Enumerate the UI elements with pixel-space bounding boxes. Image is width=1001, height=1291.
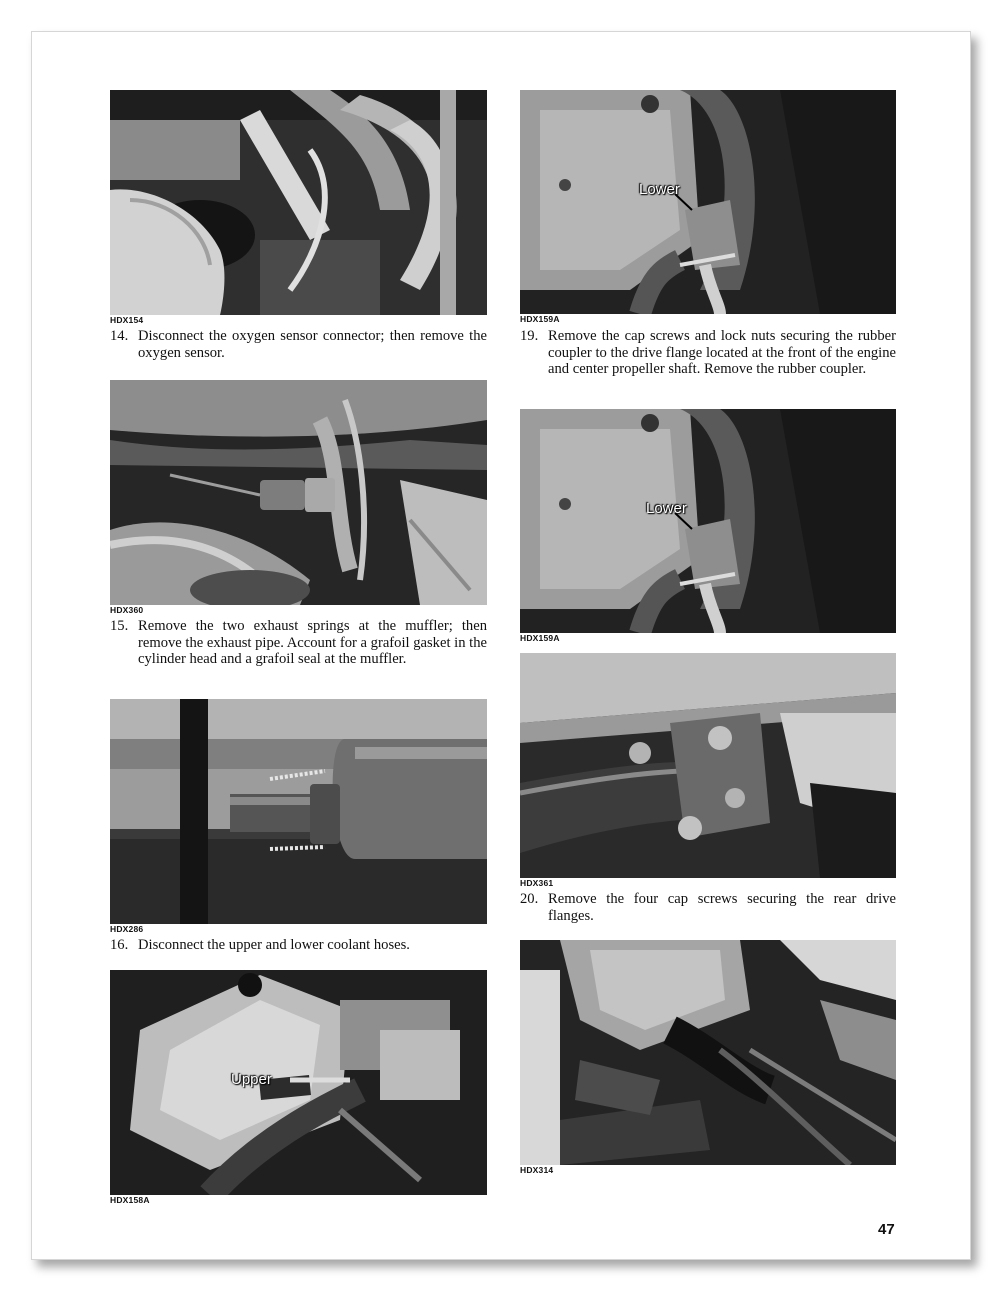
- step-text: Disconnect the upper and lower coolant hoses.: [138, 937, 410, 953]
- photo-rubber-coupler-mid: [520, 409, 896, 633]
- callout-lower-top: Lower: [639, 181, 680, 198]
- page-number: 47: [878, 1221, 895, 1238]
- figure-code-hdx159a-top: HDX159A: [520, 314, 560, 324]
- step-text: Remove the two exhaust springs at the muffler; then remove the exhaust pipe. Account for a grafoil gasket in the cylinder head and a grafoil seal at the muffler.: [138, 618, 487, 668]
- photo-oxygen-sensor: [110, 90, 487, 315]
- figure-code-hdx158a: HDX158A: [110, 1195, 150, 1205]
- step-number: 16.: [110, 937, 129, 953]
- step-number: 19.: [520, 328, 539, 344]
- callout-upper: Upper: [231, 1071, 272, 1088]
- photo-rear-drive-area: [520, 940, 896, 1165]
- step-text: Remove the cap screws and lock nuts securing the rubber coupler to the drive flange located at the front of the engine and center propeller shaft. Remove the rubber coupler.: [548, 328, 896, 378]
- step-text: Remove the four cap screws securing the rear drive flanges.: [548, 891, 896, 924]
- step-20: [520, 891, 896, 924]
- step-number: 15.: [110, 618, 129, 634]
- step-number: 20.: [520, 891, 539, 907]
- callout-lower-mid: Lower: [646, 500, 687, 517]
- photo-rear-drive-flange: [520, 653, 896, 878]
- step-number: 14.: [110, 328, 129, 344]
- step-15: [110, 618, 487, 668]
- photo-oxygen-sensor-connector: [110, 380, 487, 605]
- figure-code-hdx360: HDX360: [110, 605, 144, 615]
- figure-code-hdx361: HDX361: [520, 878, 554, 888]
- step-14: [110, 328, 487, 361]
- photo-exhaust-muffler: [110, 699, 487, 924]
- step-text: Disconnect the oxygen sensor connector; then remove the oxygen sensor.: [138, 328, 487, 361]
- manual-page: [31, 31, 971, 1260]
- figure-code-hdx154: HDX154: [110, 315, 144, 325]
- step-16: [110, 937, 487, 954]
- figure-code-hdx159a-mid: HDX159A: [520, 633, 560, 643]
- figure-code-hdx314: HDX314: [520, 1165, 554, 1175]
- photo-rubber-coupler-top: [520, 90, 896, 314]
- step-19: [520, 328, 896, 378]
- photo-upper-coolant-hose: [110, 970, 487, 1195]
- figure-code-hdx286: HDX286: [110, 924, 144, 934]
